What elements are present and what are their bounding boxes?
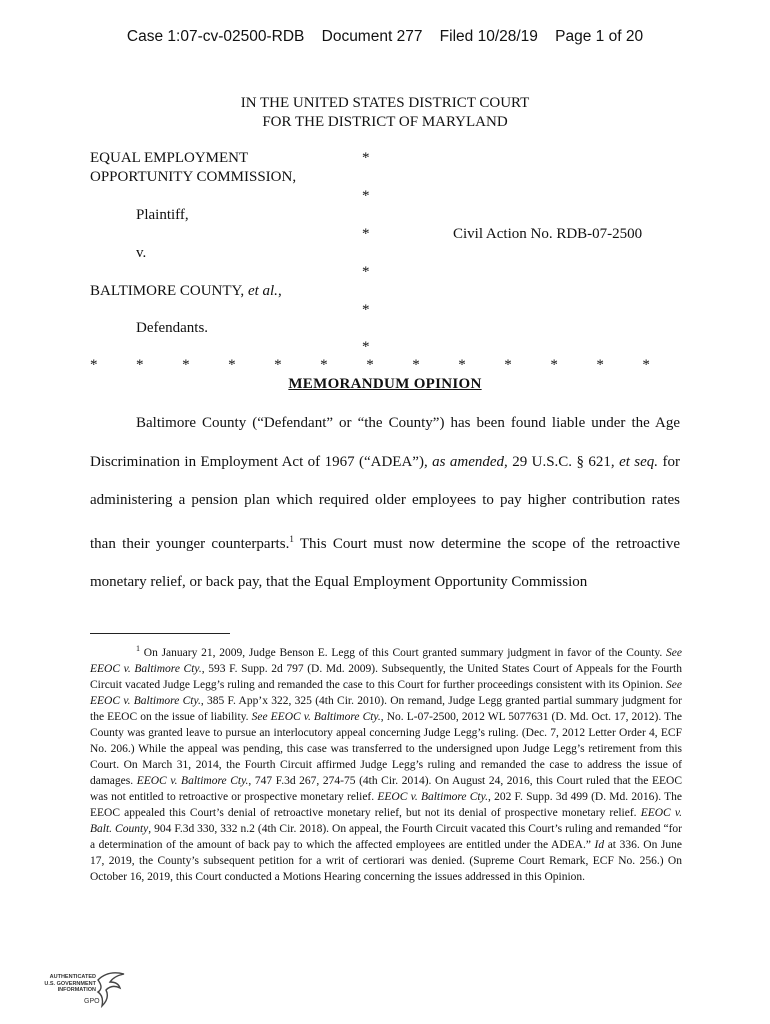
versus: v. (136, 245, 147, 261)
document-number: Document 277 (321, 28, 423, 45)
footnote-separator (90, 633, 230, 634)
gpo-label: GPO (84, 998, 100, 1005)
caption-star: * (362, 150, 370, 166)
caption-star: * (362, 188, 370, 204)
caption-star: * (362, 339, 370, 355)
caption-star: * (362, 226, 370, 242)
case-header (0, 28, 770, 46)
gpo-authentication-logo (38, 970, 138, 1010)
logo-text: AUTHENTICATED U.S. GOVERNMENT INFORMATION (44, 974, 96, 993)
paragraph: Baltimore County (“Defendant” or “the County”) has been found liable under the Age Discrimination in Employment Act of 1967 (“ADEA”), as amended, 29 U.S.C. § 621, et seq. for administering a pension plan which required older employees to pay higher contribution rates than their younger counterparts.$^1$ This Court must now determine the scope of the retroactive monetary relief, or back pay, that the Equal Employment Opportunity Commission (90, 415, 680, 590)
case-number: Case 1:07-cv-02500-RDB (126, 28, 305, 45)
civil-action-number: Civil Action No. RDB-07-2500 (453, 226, 643, 242)
plaintiff-name-line-2: OPPORTUNITY COMMISSION, (90, 169, 297, 185)
filed-date: Filed 10/28/19 (439, 28, 538, 45)
plaintiff-name-line-1: EQUAL EMPLOYMENT (90, 150, 249, 166)
defendant-name: BALTIMORE COUNTY, et al., (90, 283, 282, 299)
caption-star: * (362, 302, 370, 318)
plaintiff-role: Plaintiff, (136, 207, 189, 223)
court-name (0, 94, 770, 132)
opinion-title: MEMORANDUM OPINION (288, 376, 482, 392)
page-number: Page 1 of 20 (555, 28, 644, 45)
footnote: $^1$ On January 21, 2009, Judge Benson E. Legg of this Court granted summary judgment in favor of the County. See EEOC v. Baltimore Cty., 593 F. Supp. 2d 797 (D. Md. 2009). Subsequently, the United States Court of Appeals for the Fourth Circuit vacated Judge Legg’s ruling and remanded the case to this Court for further proceedings consistent with its Opinion. See EEOC v. Baltimore Cty., 385 F. App’x 322, 325 (4th Cir. 2010). On remand, Judge Legg granted partial summary judgment for the EEOC on the issue of liability. See EEOC v. Baltimore Cty., No. L-07-2500, 2012 WL 5077631 (D. Md. Oct. 17, 2012). The County was granted leave to pursue an interlocutory appeal concerning Judge Legg’s ruling. (Dec. 7, 2012 Letter Order 4, ECF No. 206.) While the appeal was pending, this case was transferred to the undersigned upon Judge Legg’s retirement from this Court. On March 31, 2014, the Fourth Circuit affirmed Judge Legg’s ruling and remanded the case to address the issue of damages. EEOC v. Baltimore Cty., 747 F.3d 267, 274-75 (4th Cir. 2014). On August 24, 2016, this Court ruled that the EEOC was not entitled to retroactive or prospective monetary relief. EEOC v. Baltimore Cty., 202 F. Supp. 3d 499 (D. Md. 2016). The EEOC appealed this Court’s denial of retroactive monetary relief, but not its denial of prospective monetary relief. EEOC v. Balt. County, 904 F.3d 330, 332 n.2 (4th Cir. 2018). On appeal, the Fourth Circuit vacated this Court’s ruling and remanded “for a determination of the amount of back pay to which the affected employees are entitled under the ADEA.” Id at 336. On June 17, 2019, the County’s subsequent petition for a writ of certiorari was denied. (Supreme Court Remark, ECF No. 256.) On October 16, 2019, this Court conducted a Motions Hearing concerning the issues addressed in this Opinion. (90, 644, 683, 883)
caption-star-divider: * * * * * * * * * * * * * (90, 357, 650, 373)
court-line-2: FOR THE DISTRICT OF MARYLAND (262, 114, 508, 130)
court-line-1: IN THE UNITED STATES DISTRICT COURT (240, 95, 530, 111)
opinion-body (90, 404, 680, 602)
caption-star: * (362, 264, 370, 280)
footnote-reference[interactable]: 1 (289, 533, 294, 544)
defendant-role: Defendants. (136, 320, 209, 336)
